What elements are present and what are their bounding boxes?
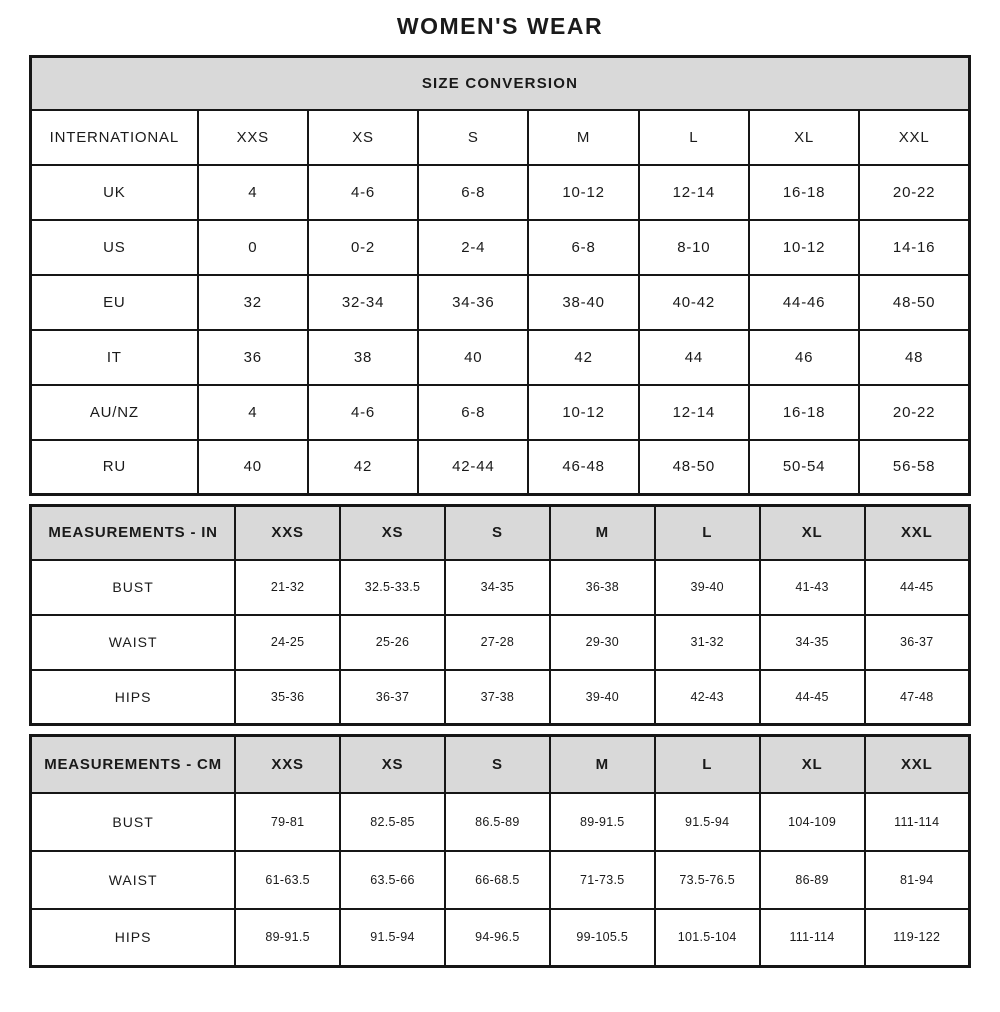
value-cell: 6-8 bbox=[418, 165, 528, 220]
value-cell: 50-54 bbox=[749, 440, 859, 495]
size-column-header: XL bbox=[760, 506, 865, 560]
size-column-header: XXL bbox=[865, 506, 970, 560]
table-row bbox=[31, 330, 970, 385]
value-cell: 6-8 bbox=[418, 385, 528, 440]
table-row bbox=[31, 165, 970, 220]
value-cell: 89-91.5 bbox=[550, 793, 655, 851]
value-cell: 27-28 bbox=[445, 615, 550, 670]
value-cell: 44-45 bbox=[865, 560, 970, 615]
value-cell: 2-4 bbox=[418, 220, 528, 275]
row-label: IT bbox=[31, 330, 198, 385]
value-cell: 16-18 bbox=[749, 385, 859, 440]
row-label: HIPS bbox=[31, 670, 236, 725]
value-cell: 8-10 bbox=[639, 220, 749, 275]
value-cell: 4-6 bbox=[308, 385, 418, 440]
value-cell: 38 bbox=[308, 330, 418, 385]
value-cell: 86-89 bbox=[760, 851, 865, 909]
value-cell: L bbox=[639, 110, 749, 165]
value-cell: 111-114 bbox=[865, 793, 970, 851]
value-cell: 46-48 bbox=[528, 440, 638, 495]
value-cell: 71-73.5 bbox=[550, 851, 655, 909]
row-label: BUST bbox=[31, 560, 236, 615]
size-column-header: XL bbox=[760, 736, 865, 793]
value-cell: 31-32 bbox=[655, 615, 760, 670]
value-cell: 86.5-89 bbox=[445, 793, 550, 851]
value-cell: 39-40 bbox=[550, 670, 655, 725]
value-cell: 79-81 bbox=[235, 793, 340, 851]
value-cell: 38-40 bbox=[528, 275, 638, 330]
value-cell: 44-45 bbox=[760, 670, 865, 725]
value-cell: 24-25 bbox=[235, 615, 340, 670]
value-cell: 61-63.5 bbox=[235, 851, 340, 909]
size-chart-page bbox=[0, 12, 1000, 1012]
row-label: WAIST bbox=[31, 615, 236, 670]
row-label: RU bbox=[31, 440, 198, 495]
row-label: BUST bbox=[31, 793, 236, 851]
value-cell: 42-43 bbox=[655, 670, 760, 725]
size-column-header: L bbox=[655, 506, 760, 560]
size-conversion-body bbox=[31, 110, 970, 495]
size-column-header: S bbox=[445, 736, 550, 793]
size-conversion-table bbox=[29, 55, 971, 496]
value-cell: 47-48 bbox=[865, 670, 970, 725]
value-cell: 42 bbox=[308, 440, 418, 495]
measurements-in-body bbox=[31, 560, 970, 725]
table-row bbox=[31, 670, 970, 725]
size-conversion-banner-row bbox=[31, 57, 970, 110]
size-column-header: XS bbox=[340, 736, 445, 793]
table-row bbox=[31, 793, 970, 851]
value-cell: 63.5-66 bbox=[340, 851, 445, 909]
value-cell: 40 bbox=[418, 330, 528, 385]
value-cell: 48 bbox=[859, 330, 969, 385]
value-cell: 32.5-33.5 bbox=[340, 560, 445, 615]
row-label: EU bbox=[31, 275, 198, 330]
table-row bbox=[31, 385, 970, 440]
value-cell: 104-109 bbox=[760, 793, 865, 851]
value-cell: 34-35 bbox=[760, 615, 865, 670]
value-cell: 89-91.5 bbox=[235, 909, 340, 967]
value-cell: 4-6 bbox=[308, 165, 418, 220]
row-label: INTERNATIONAL bbox=[31, 110, 198, 165]
table-row bbox=[31, 615, 970, 670]
value-cell: S bbox=[418, 110, 528, 165]
value-cell: 119-122 bbox=[865, 909, 970, 967]
value-cell: 20-22 bbox=[859, 165, 969, 220]
size-column-header: XXS bbox=[235, 736, 340, 793]
value-cell: XS bbox=[308, 110, 418, 165]
value-cell: 34-36 bbox=[418, 275, 528, 330]
value-cell: 16-18 bbox=[749, 165, 859, 220]
value-cell: 91.5-94 bbox=[655, 793, 760, 851]
value-cell: 48-50 bbox=[639, 440, 749, 495]
value-cell: 0 bbox=[198, 220, 308, 275]
size-column-header: M bbox=[550, 736, 655, 793]
row-label: UK bbox=[31, 165, 198, 220]
value-cell: 111-114 bbox=[760, 909, 865, 967]
table-row bbox=[31, 440, 970, 495]
value-cell: 66-68.5 bbox=[445, 851, 550, 909]
value-cell: 32-34 bbox=[308, 275, 418, 330]
measurements-cm-header-row bbox=[31, 736, 970, 793]
table-row bbox=[31, 560, 970, 615]
value-cell: 10-12 bbox=[528, 385, 638, 440]
value-cell: 36-37 bbox=[865, 615, 970, 670]
value-cell: 12-14 bbox=[639, 385, 749, 440]
value-cell: 37-38 bbox=[445, 670, 550, 725]
table-row bbox=[31, 851, 970, 909]
size-column-header: L bbox=[655, 736, 760, 793]
value-cell: 99-105.5 bbox=[550, 909, 655, 967]
value-cell: 82.5-85 bbox=[340, 793, 445, 851]
page-title: WOMEN'S WEAR bbox=[396, 13, 604, 39]
row-label: WAIST bbox=[31, 851, 236, 909]
value-cell: M bbox=[528, 110, 638, 165]
value-cell: 35-36 bbox=[235, 670, 340, 725]
measurements-cm-body bbox=[31, 793, 970, 967]
value-cell: 20-22 bbox=[859, 385, 969, 440]
value-cell: 40 bbox=[198, 440, 308, 495]
size-column-header: XS bbox=[340, 506, 445, 560]
value-cell: 25-26 bbox=[340, 615, 445, 670]
value-cell: XXL bbox=[859, 110, 969, 165]
value-cell: 34-35 bbox=[445, 560, 550, 615]
value-cell: 40-42 bbox=[639, 275, 749, 330]
value-cell: 81-94 bbox=[865, 851, 970, 909]
value-cell: 4 bbox=[198, 165, 308, 220]
measurements-cm-table bbox=[29, 734, 971, 968]
value-cell: 44-46 bbox=[749, 275, 859, 330]
value-cell: XL bbox=[749, 110, 859, 165]
value-cell: 4 bbox=[198, 385, 308, 440]
value-cell: 44 bbox=[639, 330, 749, 385]
value-cell: 36-37 bbox=[340, 670, 445, 725]
value-cell: 101.5-104 bbox=[655, 909, 760, 967]
value-cell: 32 bbox=[198, 275, 308, 330]
value-cell: 91.5-94 bbox=[340, 909, 445, 967]
value-cell: 39-40 bbox=[655, 560, 760, 615]
size-column-header: XXL bbox=[865, 736, 970, 793]
value-cell: 0-2 bbox=[308, 220, 418, 275]
value-cell: 48-50 bbox=[859, 275, 969, 330]
size-column-header: M bbox=[550, 506, 655, 560]
table-row bbox=[31, 275, 970, 330]
table-row bbox=[31, 110, 970, 165]
row-label: US bbox=[31, 220, 198, 275]
size-column-header: XXS bbox=[235, 506, 340, 560]
value-cell: XXS bbox=[198, 110, 308, 165]
measurements-in-table bbox=[29, 504, 971, 726]
table-row bbox=[31, 220, 970, 275]
value-cell: 10-12 bbox=[749, 220, 859, 275]
value-cell: 42-44 bbox=[418, 440, 528, 495]
value-cell: 46 bbox=[749, 330, 859, 385]
size-conversion-title: SIZE CONVERSION bbox=[31, 57, 970, 110]
table-row bbox=[31, 909, 970, 967]
value-cell: 29-30 bbox=[550, 615, 655, 670]
value-cell: 94-96.5 bbox=[445, 909, 550, 967]
value-cell: 21-32 bbox=[235, 560, 340, 615]
value-cell: 12-14 bbox=[639, 165, 749, 220]
measurements-in-title: MEASUREMENTS - IN bbox=[31, 506, 236, 560]
value-cell: 14-16 bbox=[859, 220, 969, 275]
size-column-header: S bbox=[445, 506, 550, 560]
value-cell: 6-8 bbox=[528, 220, 638, 275]
value-cell: 36-38 bbox=[550, 560, 655, 615]
value-cell: 36 bbox=[198, 330, 308, 385]
row-label: AU/NZ bbox=[31, 385, 198, 440]
row-label: HIPS bbox=[31, 909, 236, 967]
value-cell: 10-12 bbox=[528, 165, 638, 220]
value-cell: 41-43 bbox=[760, 560, 865, 615]
measurements-in-header-row bbox=[31, 506, 970, 560]
measurements-cm-title: MEASUREMENTS - CM bbox=[31, 736, 236, 793]
value-cell: 42 bbox=[528, 330, 638, 385]
value-cell: 56-58 bbox=[859, 440, 969, 495]
value-cell: 73.5-76.5 bbox=[655, 851, 760, 909]
